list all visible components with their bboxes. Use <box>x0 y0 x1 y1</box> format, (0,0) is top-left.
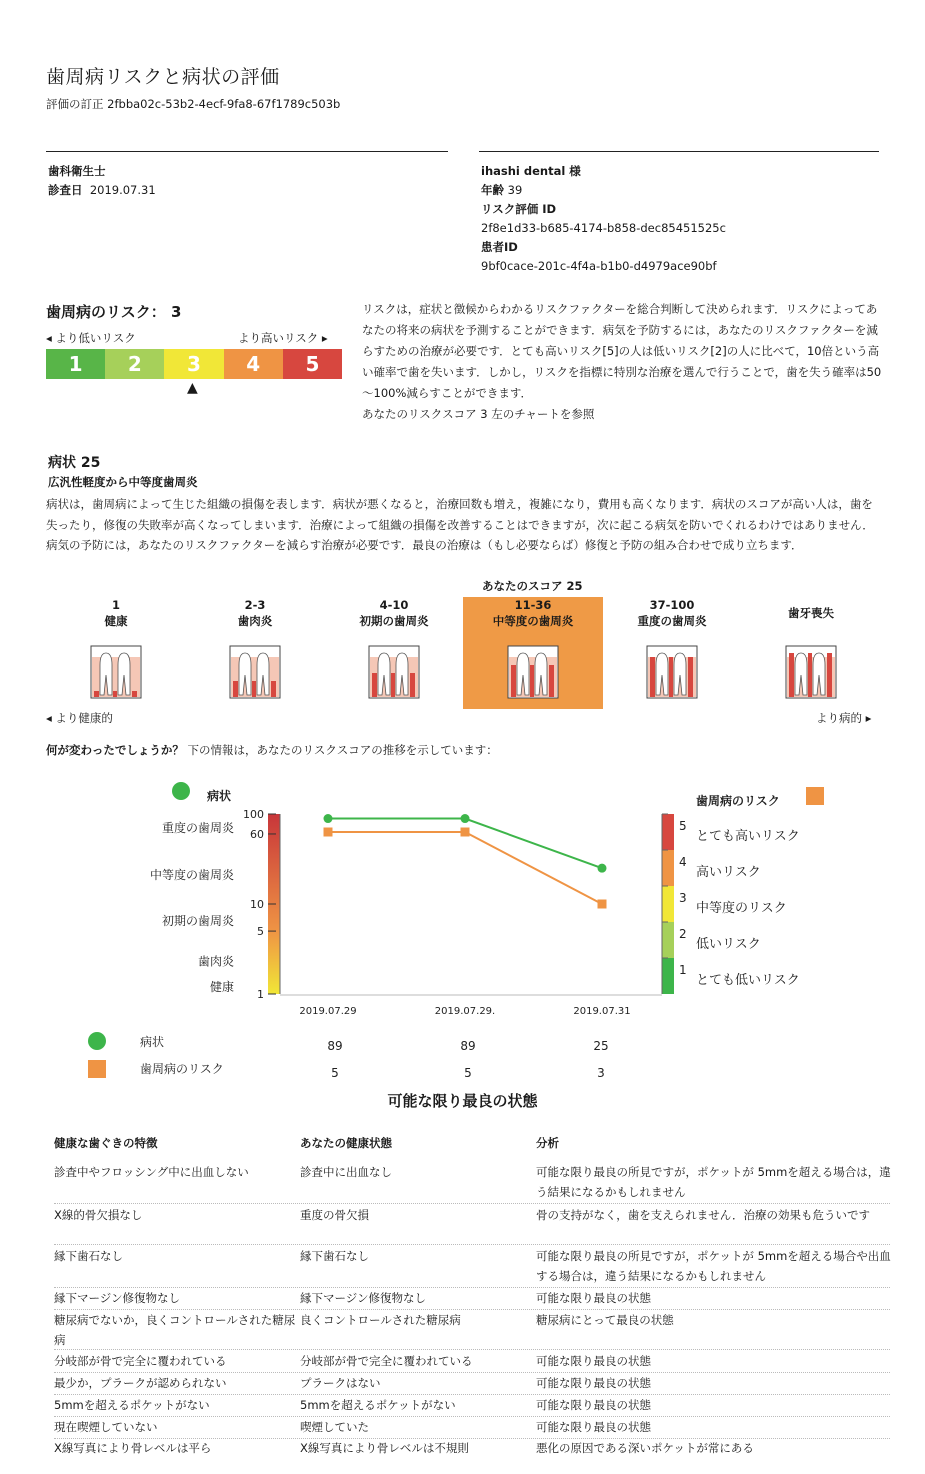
risk-series-line <box>328 832 602 904</box>
risk-score-note: あなたのリスクスコア 3 左のチャートを参照 <box>362 407 595 421</box>
left-axis-tick-label: 60 <box>250 827 264 841</box>
table-row <box>54 1373 894 1395</box>
right-axis-label: 中等度のリスク <box>696 901 787 916</box>
your-score-label: あなたのスコア 25 <box>482 579 583 593</box>
your-state-cell: プラークはない <box>300 1376 381 1390</box>
hygienist-label: 歯科衛生士 <box>48 164 106 178</box>
col-header-analysis: 分析 <box>536 1136 559 1150</box>
condition-point <box>324 814 333 823</box>
table-row <box>54 1246 894 1288</box>
risk-point <box>324 828 333 837</box>
right-axis-num: 4 <box>679 855 687 869</box>
stage-name: 初期の歯周炎 <box>359 614 429 628</box>
lower-risk-label: ◂ より低いリスク <box>46 331 136 345</box>
history-question: 何が変わったでしょうか？ <box>46 743 184 757</box>
legend-condition-label: 病状 <box>207 789 232 803</box>
best-state-title-text: 可能な限り最良の状態 <box>387 1092 538 1110</box>
condition-point <box>598 864 607 873</box>
analysis-cell: 糖尿病にとって最良の状態 <box>536 1313 674 1327</box>
x-tick-label: 2019.07.29. <box>434 1006 496 1017</box>
x-tick-label: 2019.07.29 <box>299 1006 357 1017</box>
right-axis-num: 5 <box>679 819 687 833</box>
table-condition-marker <box>88 1032 106 1050</box>
revision-id: 評価の訂正 2fbba02c-53b2-4ecf-9fa8-67f1789c503b <box>46 97 341 111</box>
exam-date-label: 診査日 <box>48 183 83 197</box>
patient-name: ihashi dental 様 <box>481 164 581 178</box>
analysis-cell: 可能な限り最良の状態 <box>536 1376 651 1390</box>
x-tick-label: 2019.07.31 <box>573 1006 631 1017</box>
sicker-label: より病的 ▸ <box>816 711 872 725</box>
analysis-cell: 可能な限り最良の状態 <box>536 1354 651 1368</box>
table-row <box>54 1310 894 1350</box>
history-note: 下の情報は，あなたのリスクスコアの推移を示しています： <box>187 743 498 757</box>
stage-range: 4-10 <box>379 598 409 612</box>
condition-point <box>461 814 470 823</box>
risk-level-3: 3 <box>164 349 223 379</box>
age-value: 39 <box>507 183 523 197</box>
legend-risk-label: 歯周病のリスク <box>696 794 780 808</box>
table-row <box>54 1417 894 1439</box>
left-axis-category: 健康 <box>209 979 234 994</box>
analysis-cell: 可能な限り最良の状態 <box>536 1420 651 1434</box>
table-condition-label: 病状 <box>140 1035 165 1049</box>
stage-name: 重度の歯周炎 <box>637 614 707 628</box>
right-axis-label: とても低いリスク <box>696 973 800 988</box>
healthier-label: ◂ より健康的 <box>46 711 113 725</box>
risk-value: 5 <box>464 1066 472 1080</box>
left-axis-category: 初期の歯周炎 <box>161 913 234 928</box>
right-axis-segment <box>662 814 674 850</box>
right-axis-num: 1 <box>679 963 687 977</box>
risk-id-value: 2f8e1d33-b685-4174-b858-dec85451525c <box>481 221 726 235</box>
stage-name: 中等度の歯周炎 <box>492 614 574 628</box>
your-state-cell: 重度の骨欠損 <box>300 1208 369 1222</box>
page-title: 歯周病リスクと病状の評価 <box>46 66 280 88</box>
table-row <box>54 1288 894 1310</box>
right-axis-num: 3 <box>679 891 687 905</box>
feature-cell: 縁下歯石なし <box>54 1249 123 1263</box>
col-header-your-state: あなたの健康状態 <box>300 1136 392 1150</box>
legend-risk-marker <box>806 787 824 805</box>
right-axis-num: 2 <box>679 927 687 941</box>
stage-range: 11-36 <box>514 598 552 612</box>
right-axis-segment <box>662 922 674 958</box>
risk-level-5: 5 <box>283 349 342 379</box>
right-axis-label: 高いリスク <box>696 865 761 880</box>
right-axis-label: 低いリスク <box>696 937 761 952</box>
feature-cell: X線的骨欠損なし <box>54 1208 143 1222</box>
left-axis-tick-label: 1 <box>257 988 264 1001</box>
col-header-features: 健康な歯ぐきの特徴 <box>54 1136 158 1150</box>
condition-series-line <box>328 819 602 869</box>
exam-date: 2019.07.31 <box>89 183 156 197</box>
risk-id-label: リスク評価 ID <box>481 202 557 216</box>
feature-cell: 現在喫煙していない <box>54 1420 158 1434</box>
table-risk-label: 歯周病のリスク <box>140 1062 224 1076</box>
analysis-cell: 可能な限り最良の状態 <box>536 1291 651 1305</box>
risk-point <box>461 828 470 837</box>
left-axis-category: 歯肉炎 <box>197 954 234 969</box>
left-axis-category: 中等度の歯周炎 <box>149 868 234 883</box>
feature-cell: 糖尿病でないか，良くコントロールされた糖尿病 <box>54 1313 296 1347</box>
analysis-cell: 可能な限り最良の所見ですが，ポケットが 5mmを超える場合や出血する場合は，違う結果になるかもしれません <box>536 1249 891 1283</box>
legend-condition-marker <box>172 782 190 800</box>
right-axis-segment <box>662 886 674 922</box>
analysis-cell: 骨の支持がなく，歯を支えられません．治療の効果も危ういです <box>536 1208 870 1222</box>
stage-name: 歯肉炎 <box>237 614 273 628</box>
table-row <box>54 1395 894 1417</box>
row-divider <box>54 1203 890 1204</box>
risk-level-4: 4 <box>224 349 283 379</box>
patient-id-value: 9bf0cace-201c-4f4a-b1b0-d4979ace90bf <box>481 259 717 273</box>
risk-level-2: 2 <box>105 349 164 379</box>
condition-description: 病状は，歯周病によって生じた組織の損傷を表します．病状が悪くなると，治療回数も増え，複雑になり，費用も高くなります．病状のスコアが高い人は，歯を失ったり，修復の失敗率が高くなってしまいます．治療によって組織の損傷を改善することはできますが，次に起こる病気を防いでくれるわけではありません．病気の予防には，あなたのリスクファクターを減らす治療が必要です．最良の治療は（もし必要ならば）修復と予防の組み合わせで成り立ちます． <box>46 497 874 552</box>
risk-title-text: 歯周病のリスク： <box>46 303 166 321</box>
table-row <box>54 1162 894 1204</box>
row-divider <box>54 1244 890 1245</box>
table-row <box>54 1205 894 1245</box>
right-axis-segment <box>662 958 674 994</box>
feature-cell: 分岐部が骨で完全に覆われている <box>54 1354 227 1368</box>
condition-value: 25 <box>593 1039 609 1053</box>
stage-range: 2-3 <box>244 598 266 612</box>
risk-value: 3 <box>597 1066 605 1080</box>
risk-level-1: 1 <box>46 349 105 379</box>
age-label: 年齢 <box>481 183 504 197</box>
stage-range: 37-100 <box>649 598 695 612</box>
condition-value: 89 <box>327 1039 343 1053</box>
left-axis-tick-label: 5 <box>257 925 264 939</box>
your-state-cell: 5mmを超えるポケットがない <box>300 1398 456 1412</box>
stage-name: 健康 <box>104 614 128 628</box>
table-row <box>54 1351 894 1373</box>
analysis-cell: 可能な限り最良の状態 <box>536 1398 651 1412</box>
feature-cell: 診査中やフロッシング中に出血しない <box>54 1165 249 1179</box>
higher-risk-label: より高いリスク ▸ <box>238 331 328 345</box>
condition-subtitle: 広汎性軽度から中等度歯周炎 <box>48 475 198 489</box>
analysis-cell: 可能な限り最良の所見ですが，ポケットが 5mmを超える場合は，違う結果になるかもしれません <box>536 1165 891 1199</box>
feature-cell: 最少か，プラークが認められない <box>54 1376 227 1390</box>
row-divider <box>54 1349 890 1350</box>
feature-cell: 縁下マージン修復物なし <box>54 1291 180 1305</box>
analysis-cell: 悪化の原因である深いポケットが常にある <box>536 1441 754 1455</box>
your-state-cell: 分岐部が骨で完全に覆われている <box>300 1354 473 1368</box>
your-state-cell: 診査中に出血なし <box>300 1165 392 1179</box>
your-state-cell: 良くコントロールされた糖尿病 <box>300 1313 461 1327</box>
risk-marker: ▲ <box>187 380 198 396</box>
risk-value: 5 <box>331 1066 339 1080</box>
condition-title: 病状 25 <box>48 455 101 471</box>
condition-value: 89 <box>460 1039 476 1053</box>
your-state-cell: 縁下マージン修復物なし <box>300 1291 426 1305</box>
left-axis-tick-label: 10 <box>250 898 264 911</box>
feature-cell: 5mmを超えるポケットがない <box>54 1398 210 1412</box>
your-state-cell: 喫煙していた <box>300 1420 369 1434</box>
stage-range: 1 <box>111 598 120 612</box>
table-row <box>54 1438 894 1460</box>
best-state-title <box>0 1090 925 1111</box>
left-axis-category: 重度の歯周炎 <box>161 820 234 835</box>
risk-description-text: リスクは，症状と徴候からわかるリスクファクターを総合判断して決められます．リスクによってあなたの将来の病状を予測することができます．病気を予防するには，あなたのリスクファクターを減らすための治療が必要です．とても高いリスク[5]の人は低いリスク[2]の人に比べて，10倍という高い確率で歯を失います．しかし，リスクを指標に特別な治療を選んで行うことで，歯を失う確率は50～100%減らすことができます． <box>362 302 882 400</box>
patient-id-label: 患者ID <box>481 240 518 254</box>
left-axis-tick-label: 100 <box>243 808 264 821</box>
feature-cell: X線写真により骨レベルは平ら <box>54 1441 212 1455</box>
table-risk-marker <box>88 1060 106 1078</box>
your-state-cell: 縁下歯石なし <box>300 1249 369 1263</box>
right-axis-segment <box>662 850 674 886</box>
risk-score: 3 <box>170 303 182 321</box>
stage-name: 歯牙喪失 <box>788 606 834 620</box>
right-axis-label: とても高いリスク <box>696 829 800 844</box>
risk-point <box>598 900 607 909</box>
your-state-cell: X線写真により骨レベルは不規則 <box>300 1441 469 1455</box>
